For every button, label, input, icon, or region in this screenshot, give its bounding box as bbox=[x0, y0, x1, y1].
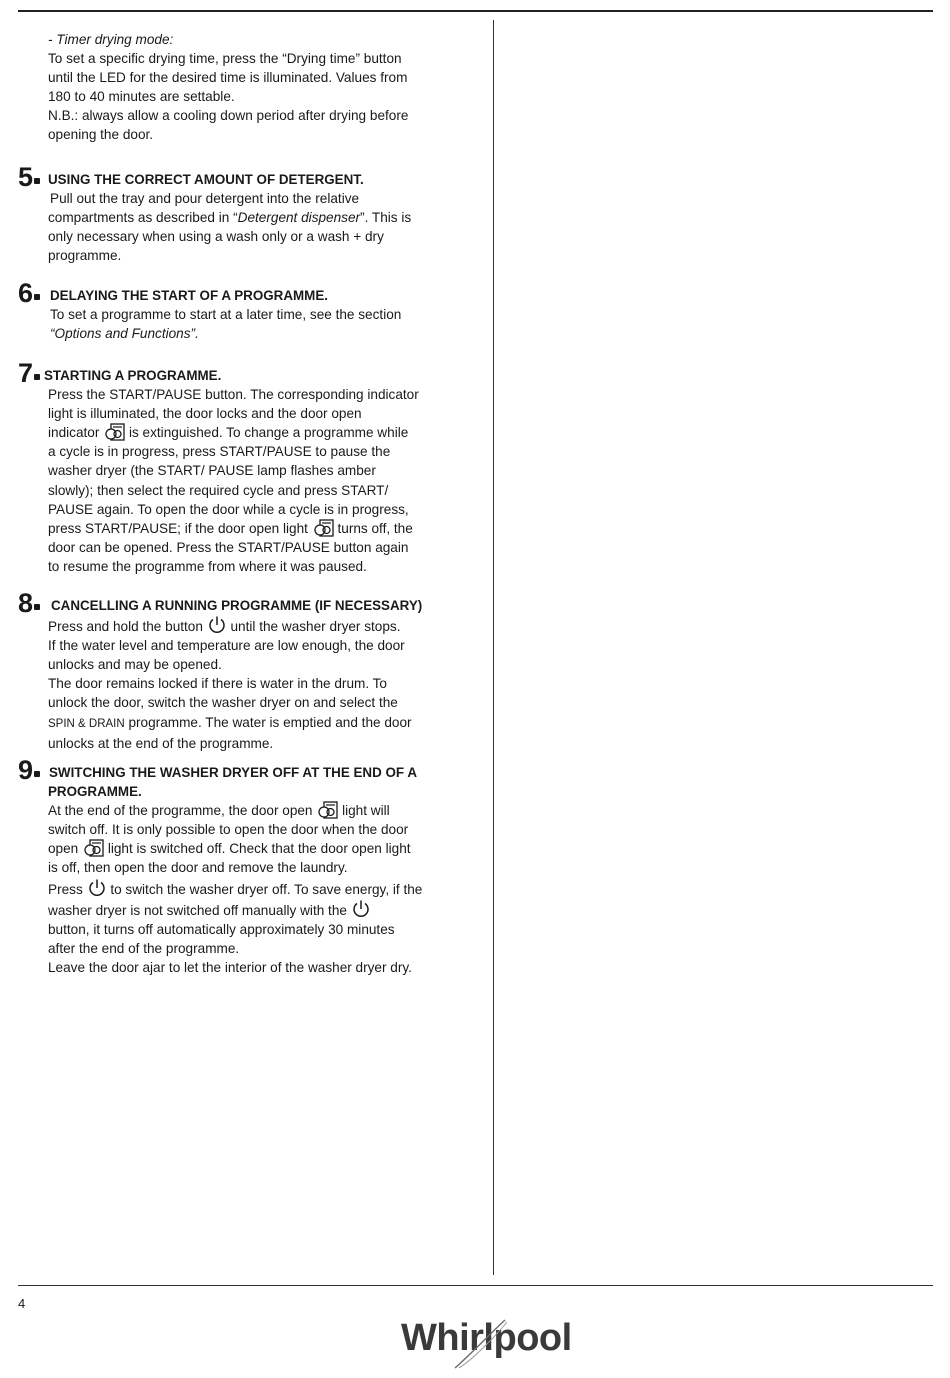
step-line: light is illuminated, the door locks and the door open bbox=[48, 406, 362, 422]
step-number: 7 bbox=[18, 358, 40, 388]
whirlpool-logo bbox=[401, 1314, 572, 1370]
step-line: after the end of the programme. bbox=[48, 940, 240, 956]
power-icon bbox=[87, 878, 107, 898]
step-line: washer dryer (the START/ PAUSE lamp flashes amber bbox=[48, 463, 376, 479]
step-line: Press and hold the button until the washer dryer stops. bbox=[48, 615, 448, 636]
step-line: washer dryer is not switched off manually with the bbox=[48, 899, 448, 920]
page-number: 4 bbox=[18, 1296, 26, 1311]
door-open-icon bbox=[82, 839, 104, 857]
step-line: Pull out the tray and pour detergent into the relative bbox=[50, 191, 360, 207]
step-title: CANCELLING A RUNNING PROGRAMME (IF NECESSARY) bbox=[51, 598, 423, 613]
step-line: Leave the door ajar to let the interior of the washer dryer dry. bbox=[48, 959, 412, 975]
step-number: 6 bbox=[18, 278, 40, 308]
door-open-icon bbox=[103, 423, 125, 441]
step-line: switch off. It is only possible to open the door when the door bbox=[48, 822, 409, 838]
step-line: unlocks at the end of the programme. bbox=[48, 735, 274, 751]
step-line: PAUSE again. To open the door while a cycle is in progress, bbox=[48, 501, 409, 517]
power-icon bbox=[351, 899, 371, 919]
step-line: The door remains locked if there is water in the drum. To bbox=[48, 676, 387, 692]
step-title: SWITCHING THE WASHER DRYER OFF AT THE END OF A bbox=[49, 765, 417, 780]
bottom-rule bbox=[18, 1285, 933, 1286]
timer-drying-mode-label: - Timer drying mode: bbox=[48, 32, 174, 47]
step-line: SPIN & DRAIN programme. The water is emptied and the door bbox=[48, 714, 412, 730]
step-line: press START/PAUSE; if the door open light turns off, the bbox=[48, 520, 413, 536]
intro-line: until the LED for the desired time is illuminated. Values from bbox=[48, 70, 408, 86]
step-line: button, it turns off automatically approximately 30 minutes bbox=[48, 921, 395, 937]
step-title: DELAYING THE START OF A PROGRAMME. bbox=[50, 288, 328, 303]
top-rule bbox=[18, 10, 933, 12]
door-open-icon bbox=[312, 519, 334, 537]
column-divider bbox=[493, 20, 494, 1275]
step-line: indicator is extinguished. To change a programme while bbox=[48, 425, 409, 441]
step-title: USING THE CORRECT AMOUNT OF DETERGENT. bbox=[48, 172, 364, 187]
step-line: If the water level and temperature are low enough, the door bbox=[48, 638, 405, 654]
step-line: To set a programme to start at a later time, see the section bbox=[50, 307, 402, 323]
step-7 bbox=[18, 358, 448, 576]
step-line: slowly); then select the required cycle and press START/ bbox=[48, 482, 389, 498]
door-open-icon bbox=[316, 801, 338, 819]
step-9 bbox=[18, 755, 448, 977]
step-line: door can be opened. Press the START/PAUSE button again bbox=[48, 539, 409, 555]
step-number: 5 bbox=[18, 162, 40, 192]
step-line: compartments as described in “Detergent dispenser”. This is bbox=[48, 210, 412, 226]
power-icon bbox=[207, 615, 227, 635]
step-line: only necessary when using a wash only or a wash + dry bbox=[48, 229, 384, 245]
step-number: 9 bbox=[18, 755, 40, 785]
intro-line: To set a specific drying time, press the “Drying time” button bbox=[48, 51, 402, 67]
logo-swoosh-icon bbox=[401, 1314, 553, 1370]
step-line: to resume the programme from where it was paused. bbox=[48, 558, 367, 574]
intro-section bbox=[18, 30, 448, 145]
step-line: unlock the door, switch the washer dryer on and select the bbox=[48, 695, 398, 711]
step-line: At the end of the programme, the door open light will bbox=[48, 803, 390, 819]
step-title-continued: PROGRAMME. bbox=[48, 784, 142, 800]
brand-wordmark: Whirlpool bbox=[401, 1317, 572, 1359]
step-title: STARTING A PROGRAMME. bbox=[44, 368, 222, 383]
intro-line: 180 to 40 minutes are settable. bbox=[48, 89, 235, 105]
intro-line: opening the door. bbox=[48, 127, 154, 143]
step-line: Press the START/PAUSE button. The corresponding indicator bbox=[48, 387, 419, 403]
step-line: is off, then open the door and remove the laundry. bbox=[48, 860, 348, 876]
step-number: 8 bbox=[18, 588, 40, 618]
step-line: open light is switched off. Check that the door open light bbox=[48, 841, 411, 857]
step-8 bbox=[18, 588, 448, 753]
step-line: a cycle is in progress, press START/PAUSE to pause the bbox=[48, 444, 391, 460]
step-line: “Options and Functions”. bbox=[50, 326, 199, 342]
step-line: Press to switch the washer dryer off. To save energy, if the bbox=[48, 878, 448, 899]
step-5 bbox=[18, 162, 448, 265]
intro-line: N.B.: always allow a cooling down period after drying before bbox=[48, 108, 409, 124]
step-6 bbox=[18, 278, 448, 343]
step-line: unlocks and may be opened. bbox=[48, 657, 222, 673]
step-line: programme. bbox=[48, 248, 122, 264]
